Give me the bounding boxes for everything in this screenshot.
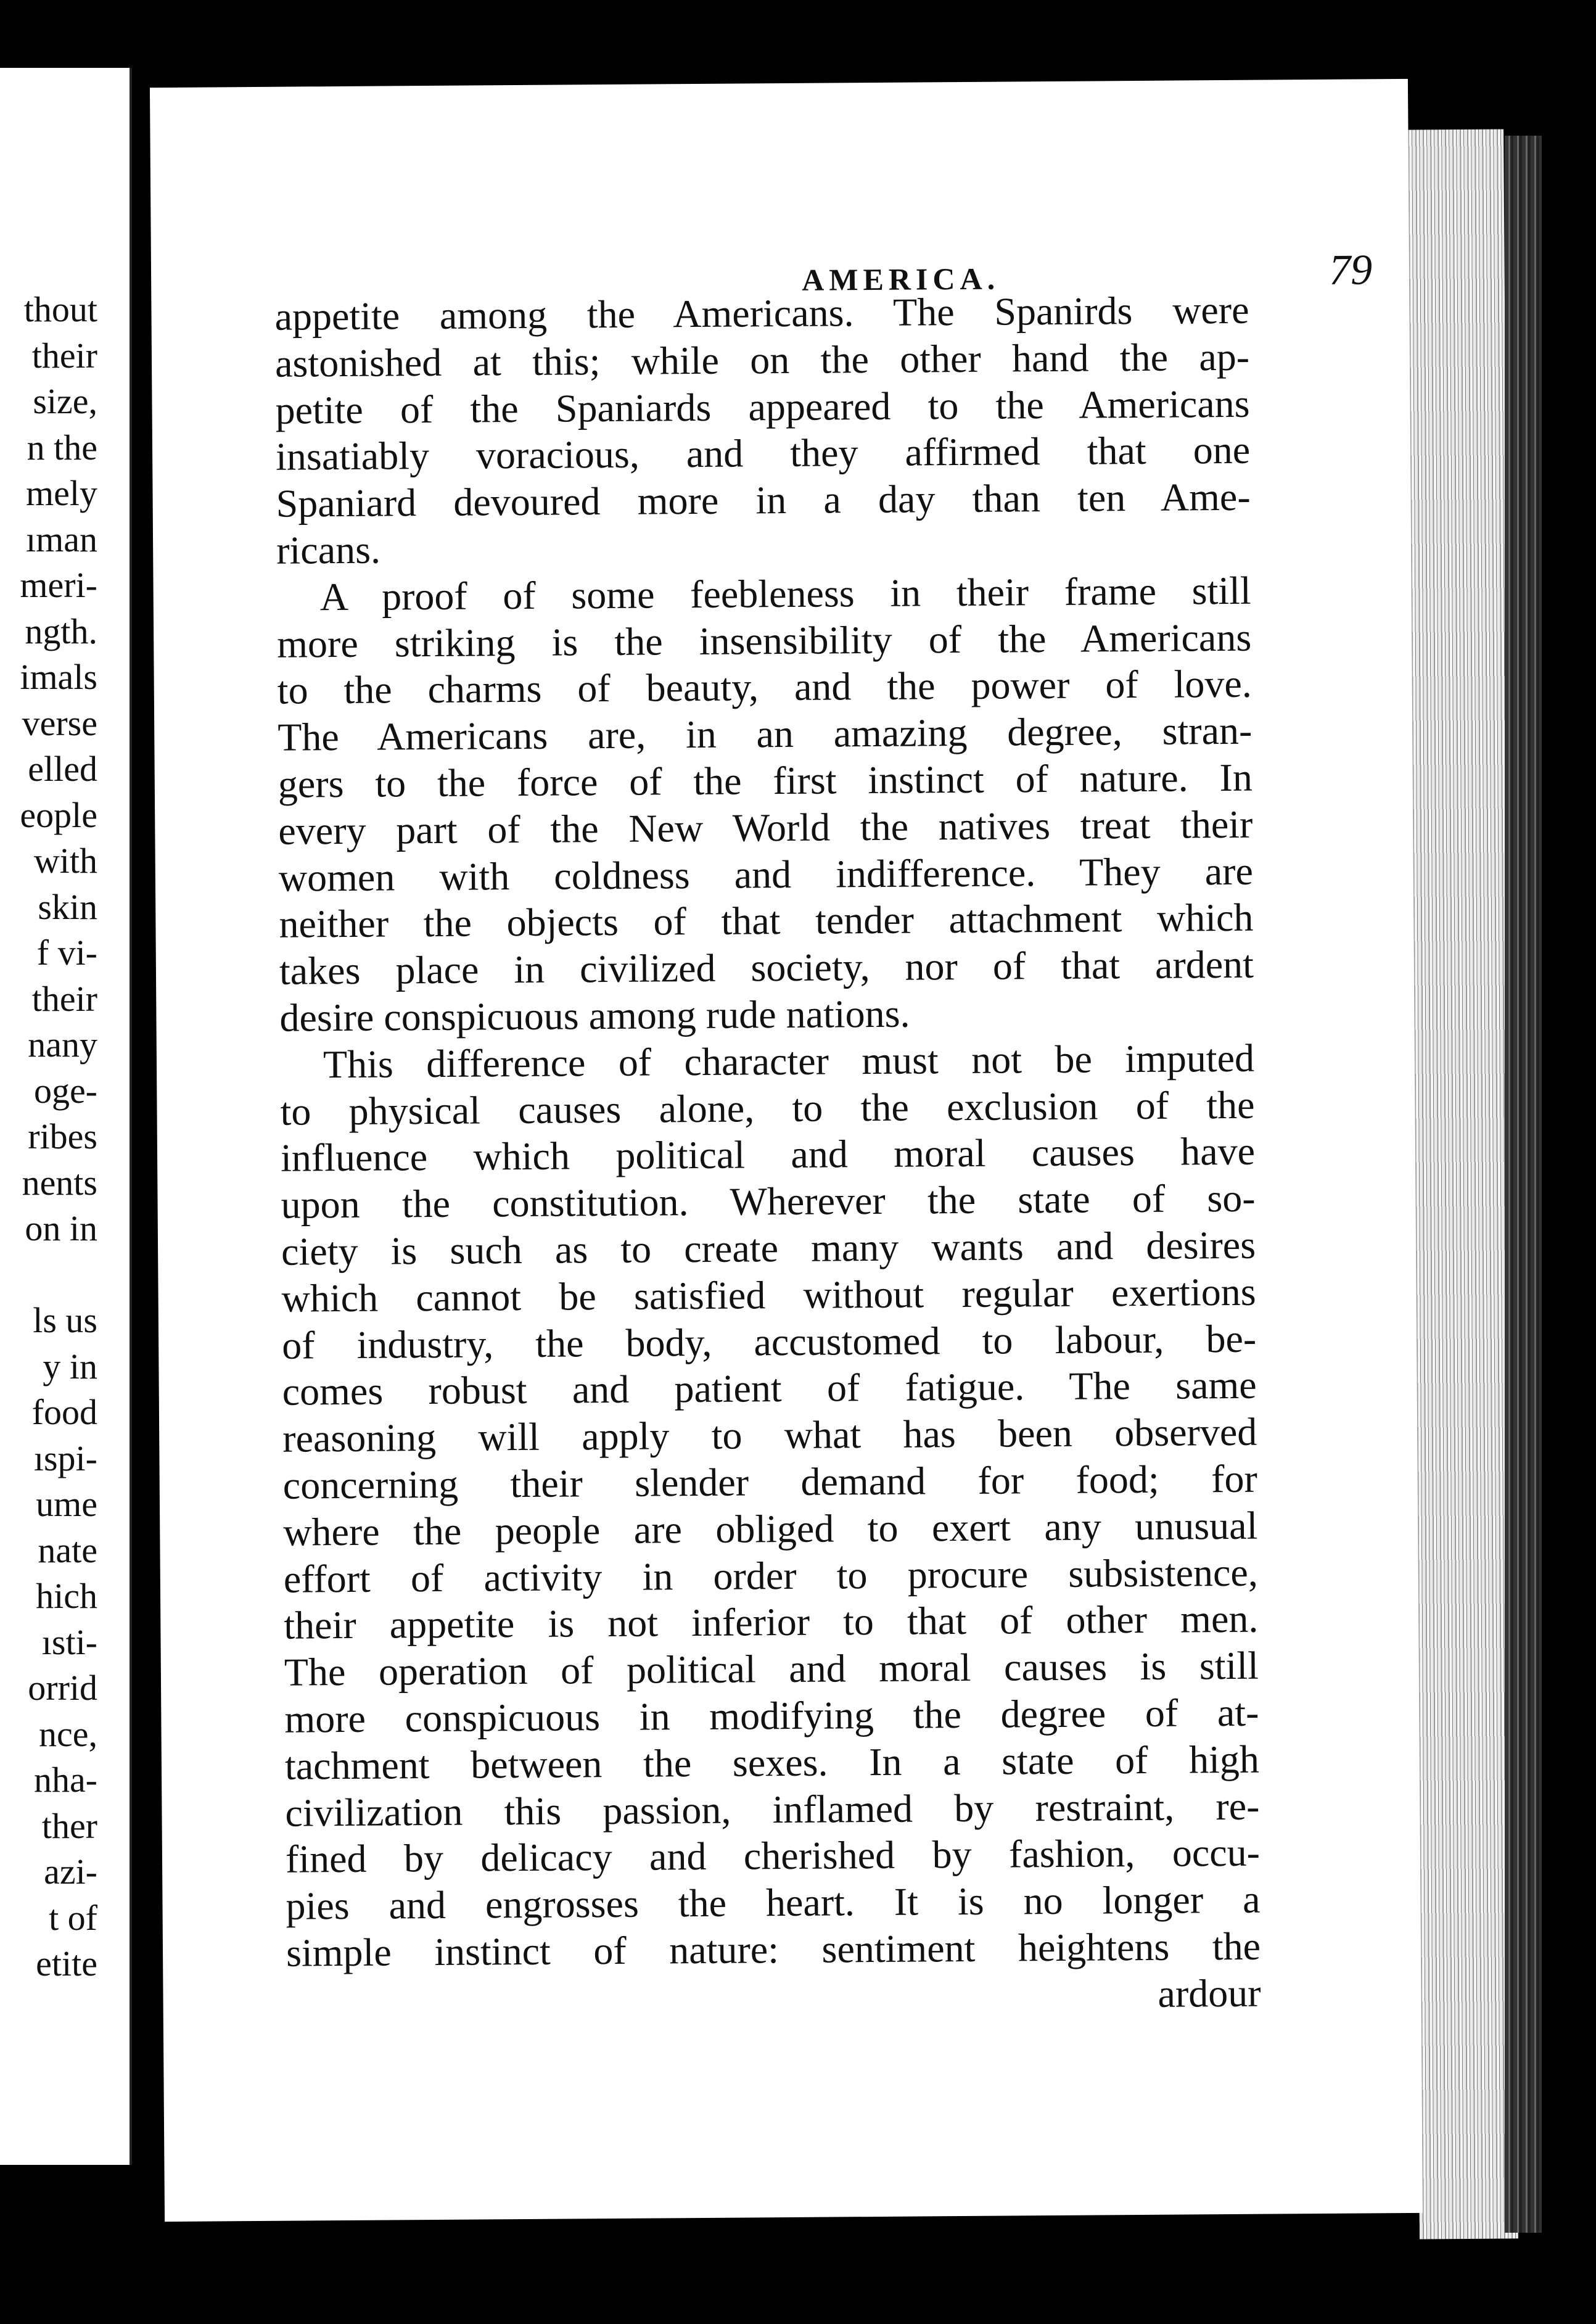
text-line: pies and engrosses the heart. It is no longer a xyxy=(286,1877,1261,1928)
left-page-line: nate xyxy=(38,1530,97,1570)
left-page-line: on in xyxy=(25,1208,97,1248)
text-line: civilization this passion, inflamed by restraint, re- xyxy=(285,1784,1260,1835)
text-line: appetite among the Americans. The Spanirds were xyxy=(274,287,1249,339)
left-page-line: elled xyxy=(28,749,97,789)
text-line: insatiably voracious, and they affirmed that one xyxy=(275,428,1251,479)
left-page-line: verse xyxy=(22,703,97,743)
left-facing-page xyxy=(0,68,132,2165)
left-page-line: ribes xyxy=(28,1116,97,1156)
left-page-line: nany xyxy=(28,1024,97,1065)
text-line: their appetite is not inferior to that of other men. xyxy=(284,1596,1259,1648)
left-page-line: their xyxy=(31,335,97,376)
text-line: A proof of some feebleness in their frame still xyxy=(319,568,1251,619)
left-page-line: ıman xyxy=(26,519,97,559)
text-line: concerning their slender demand for food; for xyxy=(282,1456,1257,1507)
text-line: ricans. xyxy=(276,527,381,572)
left-page-line: t of xyxy=(49,1897,97,1938)
left-page-line: ngth. xyxy=(25,611,97,651)
left-page-line: n the xyxy=(27,427,97,468)
left-page-line: eople xyxy=(20,794,97,835)
left-page-line: ısti- xyxy=(41,1621,97,1662)
left-page-line: orrid xyxy=(28,1668,97,1708)
text-line: which cannot be satisfied without regular exertions xyxy=(281,1269,1256,1321)
text-line: The operation of political and moral causes is still xyxy=(284,1643,1259,1694)
left-page-line: hich xyxy=(36,1576,97,1616)
text-line: The Americans are, in an amazing degree, stran- xyxy=(278,708,1253,759)
text-line: effort of activity in order to procure subsistence, xyxy=(283,1550,1259,1601)
text-line: women with coldness and indifference. They are xyxy=(278,849,1254,900)
left-page-line: imals xyxy=(20,657,97,697)
catchword: ardour xyxy=(1158,1971,1261,2016)
left-page-line: meri- xyxy=(20,565,97,605)
text-line: tachment between the sexes. In a state of high xyxy=(284,1737,1260,1788)
left-page-line: their xyxy=(31,978,97,1019)
text-line: upon the constitution. Wherever the state of so- xyxy=(281,1176,1256,1227)
left-page-line: oge- xyxy=(33,1070,97,1111)
left-page-line: ther xyxy=(41,1805,97,1846)
left-page-line: ls us xyxy=(33,1300,97,1340)
left-page-line: food xyxy=(31,1392,97,1432)
text-line: to the charms of beauty, and the power of love. xyxy=(277,662,1252,713)
text-line: Spaniard devoured more in a day than ten Ame- xyxy=(276,474,1251,525)
left-page-line: ıspi- xyxy=(33,1438,97,1478)
left-page-line: with xyxy=(33,841,97,881)
left-page-line: thout xyxy=(23,289,97,329)
text-line: where the people are obliged to exert any unusual xyxy=(283,1503,1258,1554)
running-head: AMERICA. xyxy=(801,261,1000,297)
text-line: simple instinct of nature: sentiment heightens the xyxy=(286,1924,1261,1975)
left-page-line: nha- xyxy=(33,1760,97,1800)
left-page-line: nce, xyxy=(39,1713,97,1754)
left-page-line: y in xyxy=(43,1346,97,1387)
left-page-line: f vi- xyxy=(36,933,97,973)
text-line: petite of the Spaniards appeared to the Americans xyxy=(275,381,1250,432)
body-text xyxy=(274,287,1261,2023)
text-line: comes robust and patient of fatigue. The same xyxy=(282,1363,1257,1414)
text-line: neither the objects of that tender attachment which xyxy=(279,896,1254,947)
text-line: every part of the New World the natives treat their xyxy=(278,802,1253,853)
text-line: more striking is the insensibility of the Americans xyxy=(276,615,1252,666)
text-line: fined by delicacy and cherished by fashion, occu- xyxy=(285,1830,1261,1881)
left-page-line: ume xyxy=(36,1484,97,1524)
text-line: of industry, the body, accustomed to labour, be- xyxy=(281,1316,1257,1367)
left-page-line: skin xyxy=(38,886,97,927)
left-page-line: mely xyxy=(26,473,97,513)
page-number: 79 xyxy=(1328,246,1373,294)
left-page-line: azi- xyxy=(44,1852,97,1892)
text-line: gers to the force of the first instinct of nature. In xyxy=(278,755,1253,806)
text-line: This difference of character must not be imputed xyxy=(323,1036,1255,1086)
book-page xyxy=(150,79,1423,2222)
left-page-line: etite xyxy=(36,1943,97,1984)
book-cover-edge xyxy=(1505,136,1542,2233)
left-page-text xyxy=(0,287,97,1987)
text-line: influence which political and moral causes have xyxy=(280,1129,1256,1181)
text-line: desire conspicuous among rude nations. xyxy=(279,991,910,1040)
text-line: more conspicuous in modifying the degree of at- xyxy=(284,1690,1259,1741)
text-line: astonished at this; while on the other hand the ap- xyxy=(274,334,1250,385)
left-page-line: nents xyxy=(22,1162,97,1203)
page-edges xyxy=(1405,129,1518,2239)
text-line: to physical causes alone, to the exclusion of the xyxy=(280,1082,1255,1134)
text-line: ciety is such as to create many wants and desires xyxy=(281,1222,1256,1274)
left-page-line xyxy=(0,1252,97,1298)
text-line: reasoning will apply to what has been observed xyxy=(282,1409,1257,1461)
left-page-line: size, xyxy=(33,381,97,421)
text-line: takes place in civilized society, nor of that ardent xyxy=(279,942,1254,993)
